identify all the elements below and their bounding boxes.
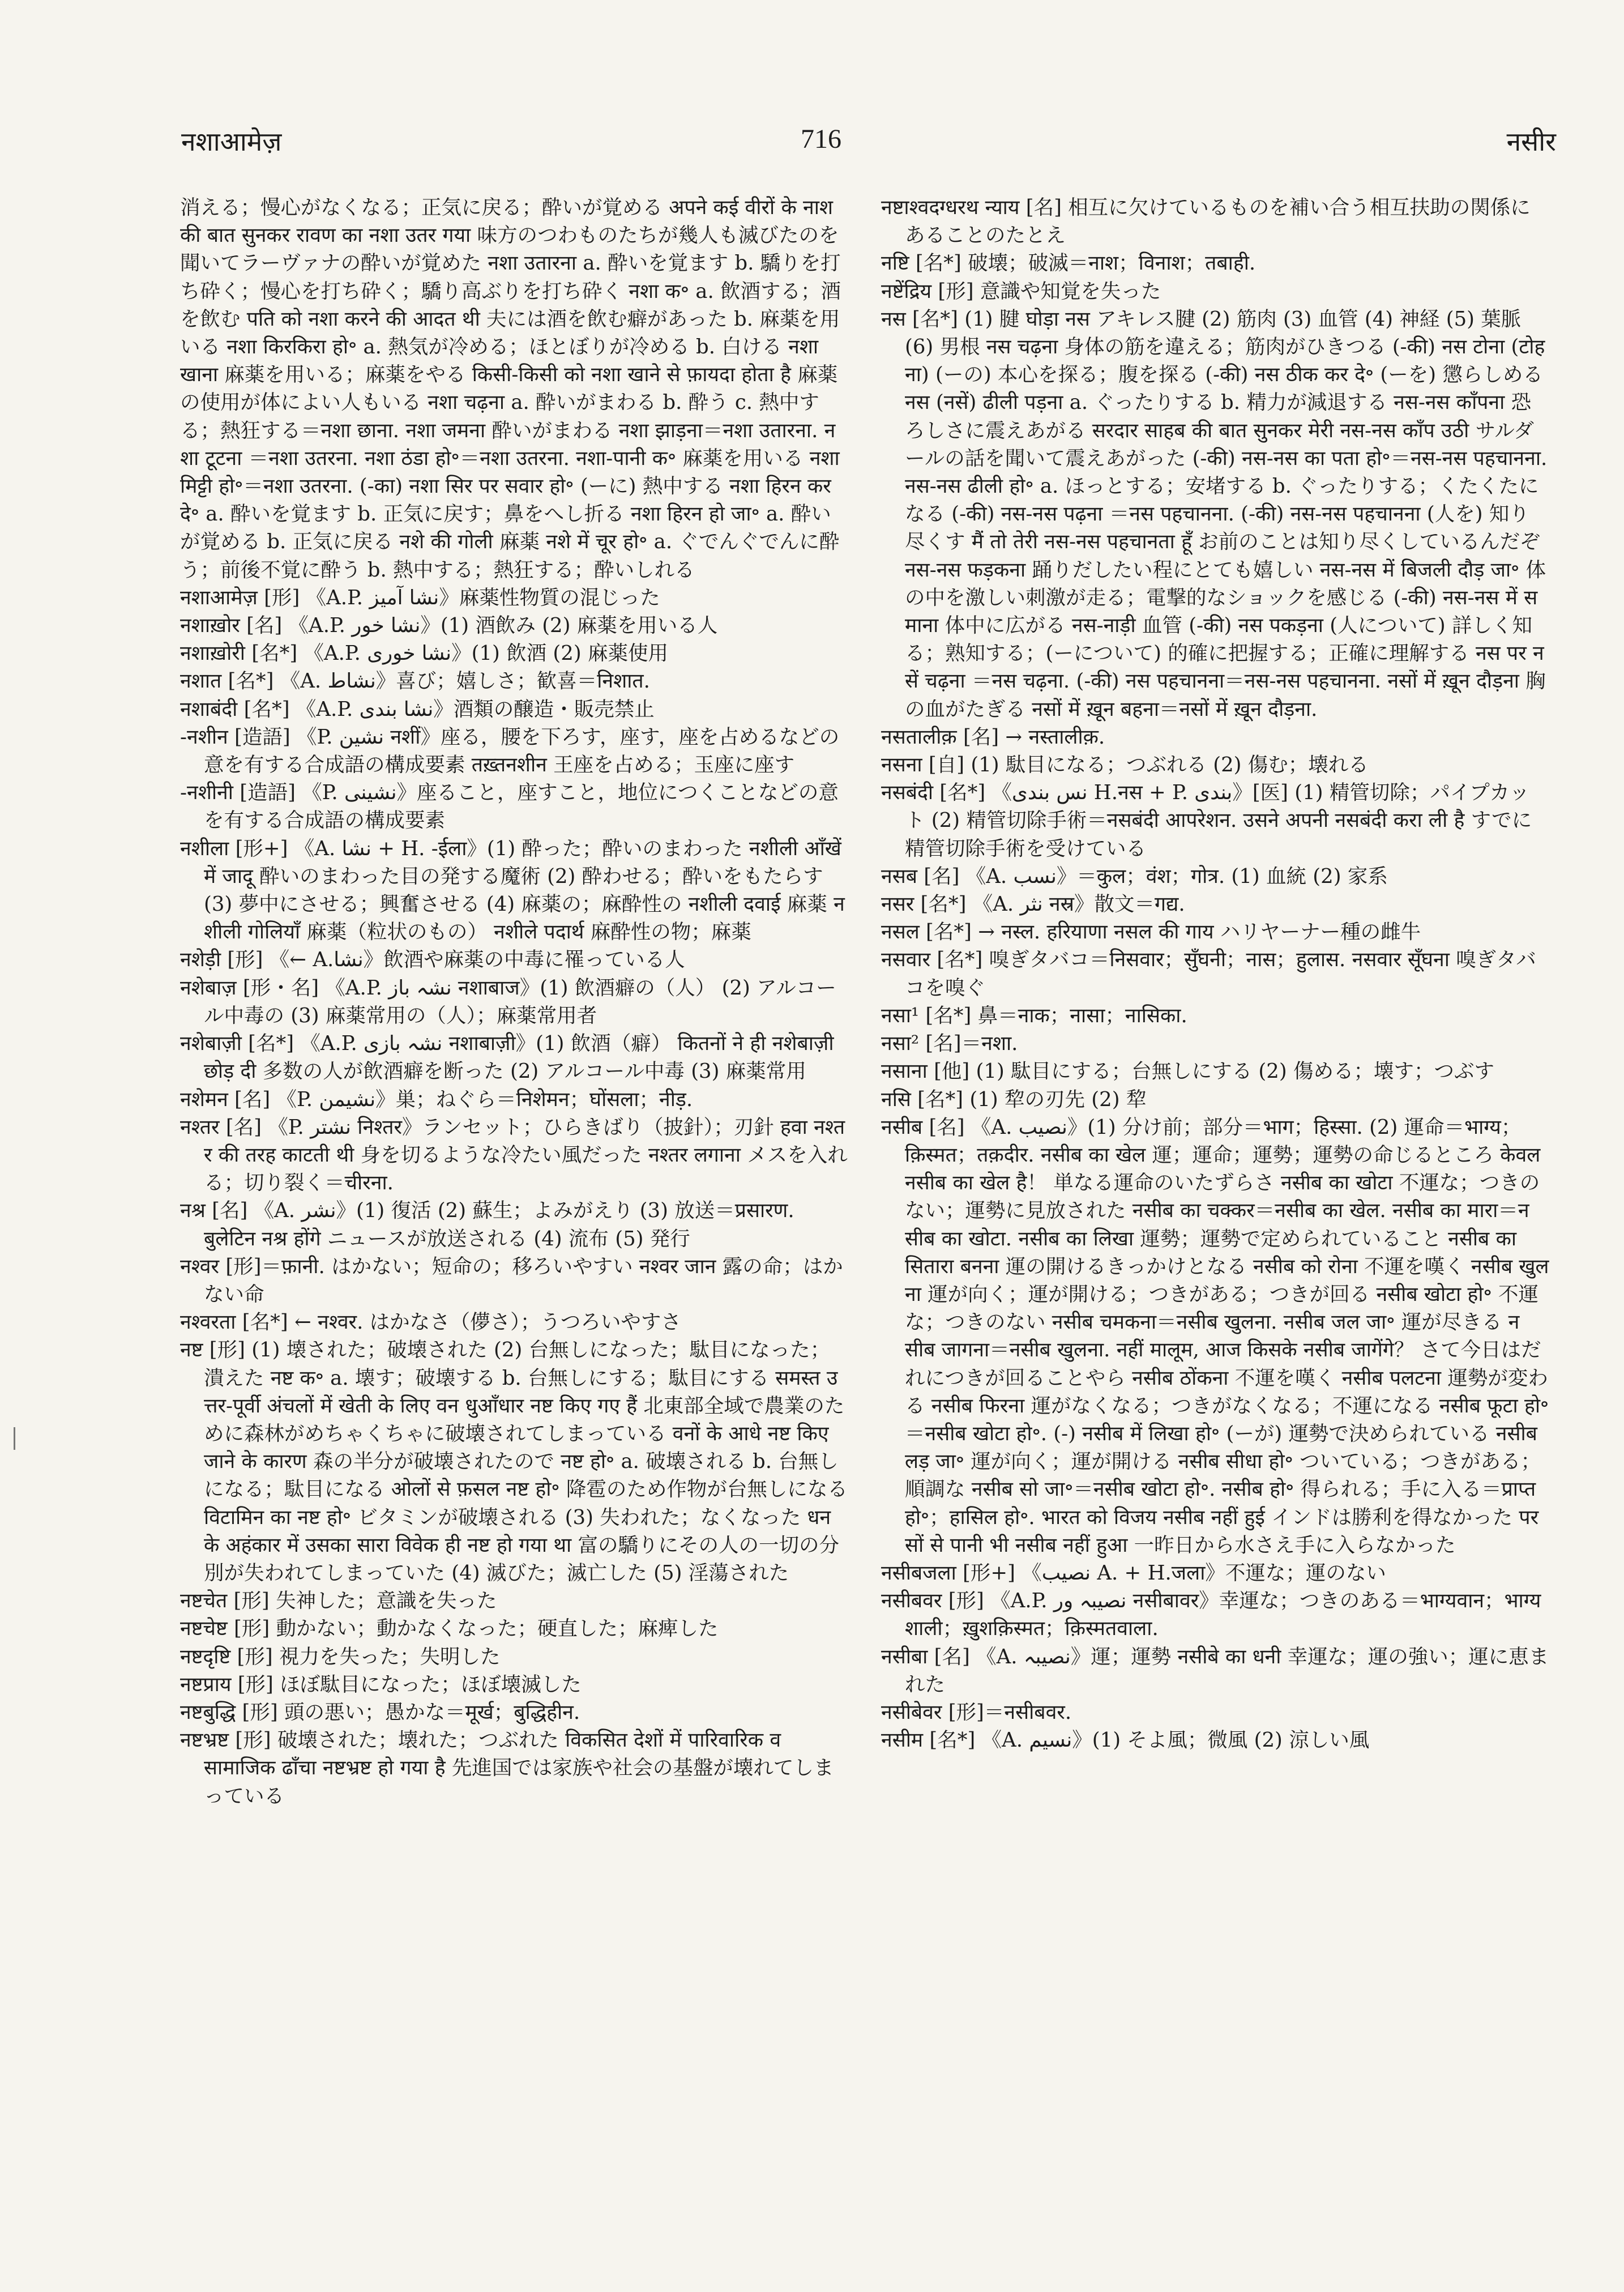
dictionary-entry: नशेबाज़ [形・名] 《A.P. نشہ باز नशाबाज》(1) 飲酒癖の（人） (2) アルコール中毒の (3) 麻薬常用の（人）；麻薬常用者 — [180, 976, 836, 1027]
dictionary-entry: नसीबा [名] 《A. نصیبہ》運；運勢 नसीबे का धनी 幸運な；運の強い；運に恵まれた — [881, 1645, 1549, 1696]
dictionary-entry: नष्टेंद्रिय [形] 意識や知覚を失った — [881, 279, 1161, 303]
margin-mark — [14, 1427, 15, 1450]
running-head-first-word: नशाआमेज़ — [181, 126, 282, 157]
dictionary-entry: नसब [名] 《A. نسب》＝कुल；वंश；गोत्र. (1) 血統 (2) 家系 — [881, 864, 1388, 888]
dictionary-entry: नसबंदी [名*] 《نس بندی H.नस + P. بندی》[医] (1) 精管切除；パイプカット (2) 精管切除手術＝नसबंदी आपरेशन. उसने अपनी नसबंदी करा ली है すでに精管切除手術を受けている — [881, 781, 1532, 860]
dictionary-entry: नश्वर [形]＝फ़ानी. はかない；短命の；移ろいやすい नश्वर जान 露の命；はかない命 — [180, 1254, 843, 1306]
dictionary-entry: नसतालीक़ [名] → नस्तालीक़. — [881, 725, 1105, 749]
dictionary-entry: नष्टचेत [形] 失神した；意識を失った — [180, 1589, 497, 1613]
dictionary-entry: नसना [自] (1) 駄目になる；つぶれる (2) 傷む；壊れる — [881, 753, 1369, 777]
dictionary-entry: नशाआमेज़ [形] 《A.P. نشا آمیز》麻薬性物質の混じった — [180, 586, 660, 609]
dictionary-entry: नसि [名*] (1) 犂の刃先 (2) 犂 — [881, 1087, 1147, 1111]
dictionary-entry: नष्टदृष्टि [形] 視力を失った；失明した — [180, 1645, 501, 1668]
dictionary-entry: नष्टाश्वदग्धरथ न्याय [名] 相互に欠けているものを補い合う相互扶助の関係にあることのたとえ — [881, 196, 1531, 247]
dictionary-entry: नशीला [形+] 《A. نشا + H. -ईला》(1) 酔った；酔いのまわった नशीली आँखें में जादू 酔いのまわった目の発する魔術 (2) 酔わせる；酔いをもたらす (3) 夢中にさせる；興奮させる (4) 麻薬の；麻酔性の नशीली दवाई 麻薬 नशीली गोलियाँ 麻薬（粒状のもの） नशीले पदार्थ 麻酔性の物；麻薬 — [180, 836, 845, 944]
dictionary-entry: नशेबाज़ी [名*] 《A.P. نشہ بازی नशाबाज़ी》(1) 飲酒（癖） कितनों ने ही नशेबाज़ी छोड़ दी 多数の人が飲酒癖を断った (2) アルコール中毒 (3) 麻薬常用 — [180, 1032, 834, 1083]
dictionary-entry: -नशीन [造語] 《P. نشین नशीं》座る，腰を下ろす，座す，座を占めるなどの意を有する合成語の構成要素 तख़्तनशीन 王座を占める；玉座に座す — [180, 725, 840, 777]
dictionary-entry: नसाना [他] (1) 駄目にする；台無しにする (2) 傷める；壊す；つぶす — [881, 1060, 1494, 1083]
dictionary-entry: नष्टप्राय [形] ほぼ駄目になった；ほぼ壊滅した — [180, 1672, 582, 1696]
dictionary-entry: नसीबवर [形] 《A.P. نصیبہ ور नसीबावर》幸運な；つきのある＝भाग्यवान；भाग्यशाली；ख़ुशक़िस्मत；क़िस्मतवाला. — [881, 1589, 1541, 1641]
page-number: 716 — [801, 124, 841, 154]
dictionary-entry: 消える；慢心がなくなる；正気に戻る；酔いが覚める अपने कई वीरों के नाश की बात सुनकर रावण का नशा उतर गया 味方のつわものたちが幾人も滅びたのを聞いてラーヴァナの酔いが覚めた नशा उतारना a. 酔いを覚ます b. 驕りを打ち砕く；慢心を打ち砕く；驕り高ぶりを打ち砕く नशा क॰ a. 飲酒する；酒を飲む पति को नशा करने की आदत थी 夫には酒を飲む癖があった b. 麻薬を用いる नशा किरकिरा हो॰ a. 熱気が冷める；ほとぼりが冷める b. 白ける नशा खाना 麻薬を用いる；麻薬をやる किसी-किसी को नशा खाने से फ़ायदा होता है 麻薬の使用が体によい人もいる नशा चढ़ना a. 酔いがまわる b. 酔う c. 熱中する；熱狂する＝नशा छाना. नशा जमना 酔いがまわる नशा झाड़ना＝नशा उतारना. नशा टूटना ＝नशा उतरना. नशा ठंडा हो॰＝नशा उतरना. नशा-पानी क॰ 麻薬を用いる नशा मिट्टी हो॰＝नशा उतरना. (-का) नशा सिर पर सवार हो॰ (ーに) 熱中する नशा हिरन कर दे॰ a. 酔いを覚ます b. 正気に戻す；鼻をへし折る नशा हिरन हो जा॰ a. 酔いが覚める b. 正気に戻る नशे की गोली 麻薬 नशे में चूर हो॰ a. ぐでんぐでんに酔う；前後不覚に酔う b. 熱中する；熱狂する；酔いしれる — [180, 196, 841, 582]
dictionary-entry: नशेड़ी [形] 《← A.نشا》飲酒や麻薬の中毒に罹っている人 — [180, 948, 685, 972]
dictionary-entry: -नशीनी [造語] 《P. نشینی》座ること，座すこと，地位につくことなどの意を有する合成語の構成要素 — [180, 781, 839, 833]
dictionary-entry: नष्ट [形] (1) 壊された；破壊された (2) 台無しになった；駄目になった；潰えた नष्ट क॰ a. 壊す；破壊する b. 台無しにする；駄目にする समस्त उत्तर-पूर्वी अंचलों में खेती के लिए वन धुआँधार नष्ट किए गए हैं 北東部全域で農業のために森林がめちゃくちゃに破壊されてしまっている वनों के आधे नष्ट किए जाने के कारण 森の半分が破壊されたので नष्ट हो॰ a. 破壊される b. 台無しになる；駄目になる ओलों से फ़सल नष्ट हो॰ 降雹のため作物が台無しになる विटामिन का नष्ट हो॰ ビタミンが破壊される (3) 失われた；なくなった धन के अहंकार में उसका सारा विवेक ही नष्ट हो गया था 富の驕りにその人の一切の分別が失われてしまっていた (4) 滅びた；滅亡した (5) 淫蕩された — [180, 1338, 848, 1585]
dictionary-entry: नसीबजला [形+] 《نصیب A. + H.जला》不運な；運のない — [881, 1561, 1386, 1585]
dictionary-entry: नशाख़ोरी [名*] 《A.P. نشا خوری》(1) 飲酒 (2) 麻薬使用 — [180, 642, 669, 665]
dictionary-entry: नश्तर [名] 《P. نشتر निश्तर》ランセット；ひらきばり（披針）；刃針 हवा नश्तर की तरह काटती थी 身を切るような冷たい風だった नश्तर लगाना メスを入れる；切り裂く＝चीरना. — [180, 1115, 848, 1195]
dictionary-entry: नसल [名*] → नस्ल. हरियाणा नसल की गाय ハリヤーナー種の雌牛 — [881, 920, 1421, 944]
dictionary-entry: नसर [名*] 《A. نثر नस्र》散文＝गद्य. — [881, 893, 1185, 916]
dictionary-entry: नशेमन [名] 《P. نشیمن》巣；ねぐら＝निशेमन；घोंसला；नीड़. — [180, 1087, 693, 1111]
dictionary-entry: नसवार [名*] 嗅ぎタバコ＝निसवार；सुँघनी；नास；हुलास. नसवार सूँघना 嗅ぎタバコを嗅ぐ — [881, 948, 1536, 1000]
dictionary-entry: नशाबंदी [名*] 《A.P. نشا بندی》酒類の醸造・販売禁止 — [180, 697, 655, 721]
dictionary-entry: नसा² [名]＝नशा. — [881, 1032, 1018, 1056]
running-head-last-word: नसीर — [1506, 126, 1556, 157]
dictionary-entry: नसा¹ [名*] 鼻＝नाक；नासा；नासिका. — [881, 1004, 1187, 1027]
dictionary-entry: नष्टि [名*] 破壊；破滅＝नाश；विनाश；तबाही. — [881, 251, 1256, 275]
left-column — [180, 194, 848, 1810]
dictionary-entry: नस [名*] (1) 腱 घोड़ा नस アキレス腱 (2) 筋肉 (3) 血管 (4) 神経 (5) 葉脈 (6) 男根 नस चढ़ना 身体の筋を違える；筋肉がひきつる (-की) नस टोना (टोहना) (ーの) 本心を探る；腹を探る (-की) नस ठीक कर दे॰ (ーを) 懲らしめる नस (नसें) ढीली पड़ना a. ぐったりする b. 精力が減退する नस-नस काँपना 恐ろしさに震えあがる सरदार साहब की बात सुनकर मेरी नस-नस काँप उठी サルダールの話を聞いて震えあがった (-की) नस-नस का पता हो॰＝नस-नस पहचानना. नस-नस ढीली हो॰ a. ほっとする；安堵する b. ぐったりする；くたくたになる (-की) नस-नस पढ़ना ＝नस पहचानना. (-की) नस-नस पहचानना (人を) 知り尽くす मैं तो तेरी नस-नस पहचानता हूँ お前のことは知り尽くしているんだぞ नस-नस फड़कना 踊りだしたい程にとても嬉しい नस-नस में बिजली दौड़ जा॰ 体の中を激しい刺激が走る；電撃的なショックを感じる (-की) नस-नस में समाना 体中に広がる नस-नाड़ी 血管 (-की) नस पकड़ना (人について) 詳しく知る；熟知する；(ーについて) 的確に把握する；正確に理解する नस पर नसें चढ़ना ＝नस चढ़ना. (-की) नस पहचानना＝नस-नस पहचानना. नसों में ख़ून दौड़ना 胸の血がたぎる नसों में ख़ून बहना＝नसों में ख़ून दौड़ना. — [881, 307, 1548, 721]
dictionary-entry: नष्टचेष्ट [形] 動かない；動かなくなった；硬直した；麻痺した — [180, 1617, 719, 1641]
dictionary-entry: नसीम [名*] 《A. نسیم》(1) そよ風；微風 (2) 涼しい風 — [881, 1728, 1370, 1752]
dictionary-entry: नसीब [名] 《A. نصیب》(1) 分け前；部分＝भाग；हिस्सा. (2) 運命＝भाग्य；क़िस्मत；तक़दीर. नसीब का खेल 運；運命；運勢；運勢の命じるところ केवल नसीब का खेल है！ 単なる運命のいたずらさ नसीब का खोटा 不運な；つきのない；運勢に見放された नसीब का चक्कर＝नसीब का खेल. नसीब का मारा＝नसीब का खोटा. नसीब का लिखा 運勢；運勢で定められていること नसीब का सितारा बनना 運の開けるきっかけとなる नसीब को रोना 不運を嘆く नसीब खुलना 運が向く；運が開ける；つきがある；つきが回る नसीब खोटा हो॰ 不運な；つきのない नसीब चमकना＝नसीब खुलना. नसीब जल जा॰ 運が尽きる नसीब जागना＝नसीब खुलना. नहीं मालूम, आज किसके नसीब जागेंगे？ さて今日はだれにつきが回ることやら नसीब ठोंकना 不運を嘆く नसीब पलटना 運勢が変わる नसीब फिरना 運がなくなる；つきがなくなる；不運になる नसीब फूटा हो॰＝नसीब खोटा हो॰. (-) नसीब में लिखा हो॰ (ーが) 運勢で決められている नसीब लड़ जा॰ 運が向く；運が開ける नसीब सीधा हो॰ ついている；つきがある；順調な नसीब सो जा॰＝नसीब खोटा हो॰. नसीब हो॰ 得られる；手に入る＝प्राप्त हो॰；हासिल हो॰. भारत को विजय नसीब नहीं हुई インドは勝利を得なかった परसों से पानी भी नसीब नहीं हुआ 一昨日から水さえ手に入らなかった — [881, 1115, 1549, 1557]
dictionary-entry: नश्र [名] 《A. نشر》(1) 復活 (2) 蘇生；よみがえり (3) 放送＝प्रसारण. बुलेटिन नश्र होंगे ニュースが放送される (4) 流布 (5) 発行 — [180, 1199, 794, 1250]
right-column — [881, 194, 1549, 1754]
dictionary-entry: नश्वरता [名*] ← नश्वर. はかなさ（儚さ）；うつろいやすさ — [180, 1311, 681, 1334]
dictionary-entry: नशात [名*] 《A. نشاط》喜び；嬉しさ；歓喜＝निशात. — [180, 669, 650, 693]
dictionary-entry: नसीबेवर [形]＝नसीबवर. — [881, 1700, 1072, 1724]
dictionary-entry: नष्टभ्रष्ट [形] 破壊された；壊れた；つぶれた विकसित देशों में पारिवारिक व सामाजिक ढाँचा नष्टभ्रष्ट हो गया है 先進国では家族や社会の基盤が壊れてしまっている — [180, 1728, 834, 1808]
dictionary-entry: नष्टबुद्धि [形] 頭の悪い；愚かな＝मूर्ख；बुद्धिहीन. — [180, 1700, 580, 1724]
dictionary-entry: नशाख़ोर [名] 《A.P. نشا خور》(1) 酒飲み (2) 麻薬を用いる人 — [180, 614, 718, 638]
